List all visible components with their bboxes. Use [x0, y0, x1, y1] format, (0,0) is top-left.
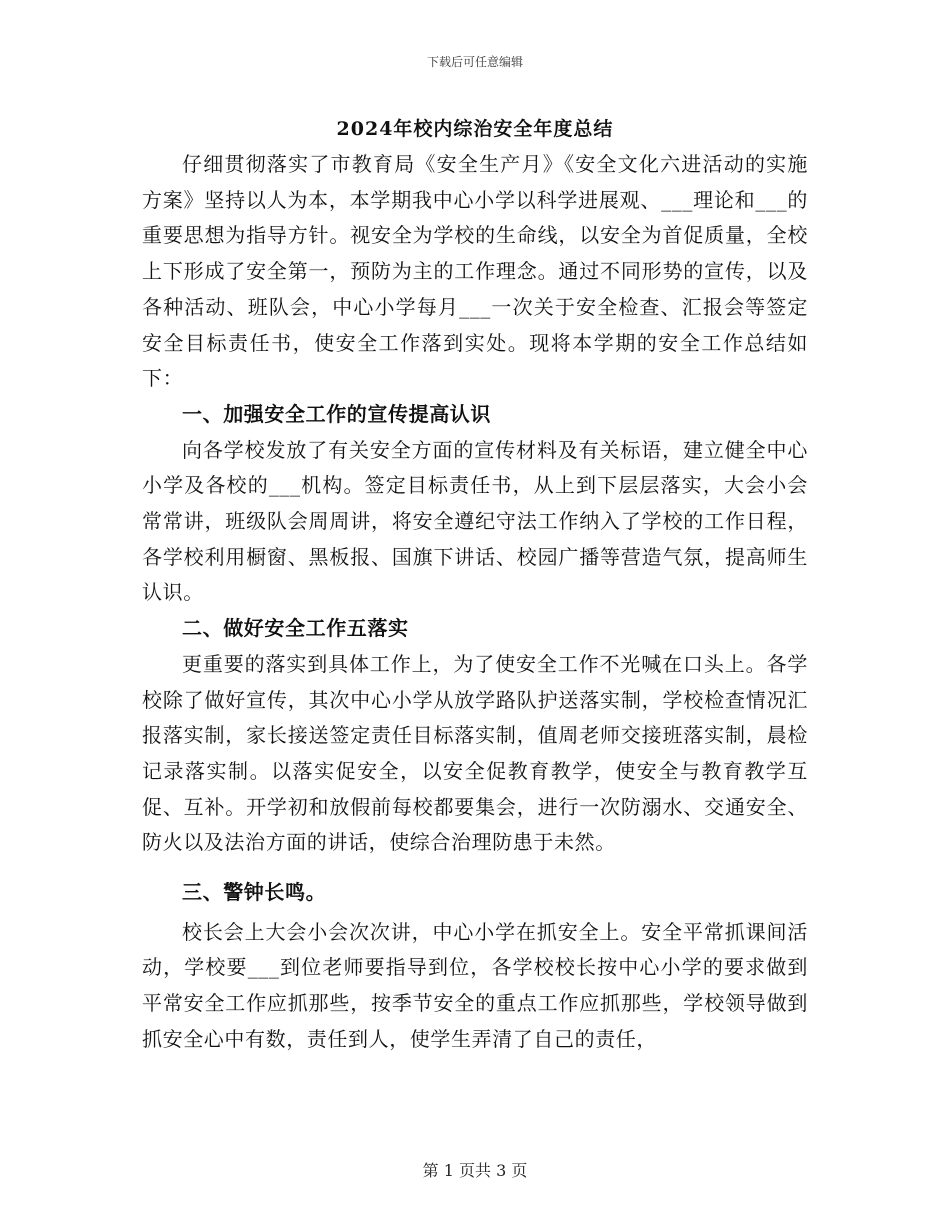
document-body — [142, 147, 808, 1058]
section-heading-2: 二、做好安全工作五落实 — [182, 616, 409, 641]
section-paragraph-1: 向各学校发放了有关安全方面的宣传材料及有关标语，建立健全中心小学及各校的___机构。签定目标责任书，从上到下层层落实，大会小会常常讲，班级队会周周讲，将安全遵纪守法工作纳入了学校的工作日程，各学校利用橱窗、黑板报、国旗下讲话、校园广播等营造气氛，提高师生认识。 — [142, 437, 808, 605]
section-heading-3: 三、警钟长鸣。 — [182, 880, 327, 905]
intro-paragraph: 仔细贯彻落实了市教育局《安全生产月》《安全文化六进活动的实施方案》坚持以人为本，本学期我中心小学以科学进展观、___理论和___的重要思想为指导方针。视安全为学校的生命线，以安全为首促质量，全校上下形成了安全第一，预防为主的工作理念。通过不同形势的宣传，以及各种活动、班队会，中心小学每月___一次关于安全检查、汇报会等签定安全目标责任书，使安全工作落到实处。现将本学期的安全工作总结如下： — [142, 152, 808, 391]
document-title: 2024年校内综治安全年度总结 — [336, 118, 614, 140]
section-paragraph-2: 更重要的落实到具体工作上，为了使安全工作不光喊在口头上。各学校除了做好宣传，其次中心小学从放学路队护送落实制，学校检查情况汇报落实制，家长接送签定责任目标落实制，值周老师交接班落实制，晨检记录落实制。以落实促安全，以安全促教育教学，使安全与教育教学互促、互补。开学初和放假前每校都要集会，进行一次防溺水、交通安全、防火以及法治方面的讲话，使综合治理防患于未然。 — [142, 651, 808, 855]
section-heading-1: 一、加强安全工作的宣传提高认识 — [182, 401, 491, 426]
page-number: 第 1 页共 3 页 — [422, 1161, 528, 1180]
section-paragraph-3: 校长会上大会小会次次讲，中心小学在抓安全上。安全平常抓课间活动，学校要___到位老师要指导到位，各学校校长按中心小学的要求做到平常安全工作应抓那些，按季节安全的重点工作应抓那些，学校领导做到抓安全心中有数，责任到人，使学生弄清了自己的责任， — [142, 919, 808, 1051]
page-header-note: 下载后可任意编辑 — [426, 55, 523, 69]
